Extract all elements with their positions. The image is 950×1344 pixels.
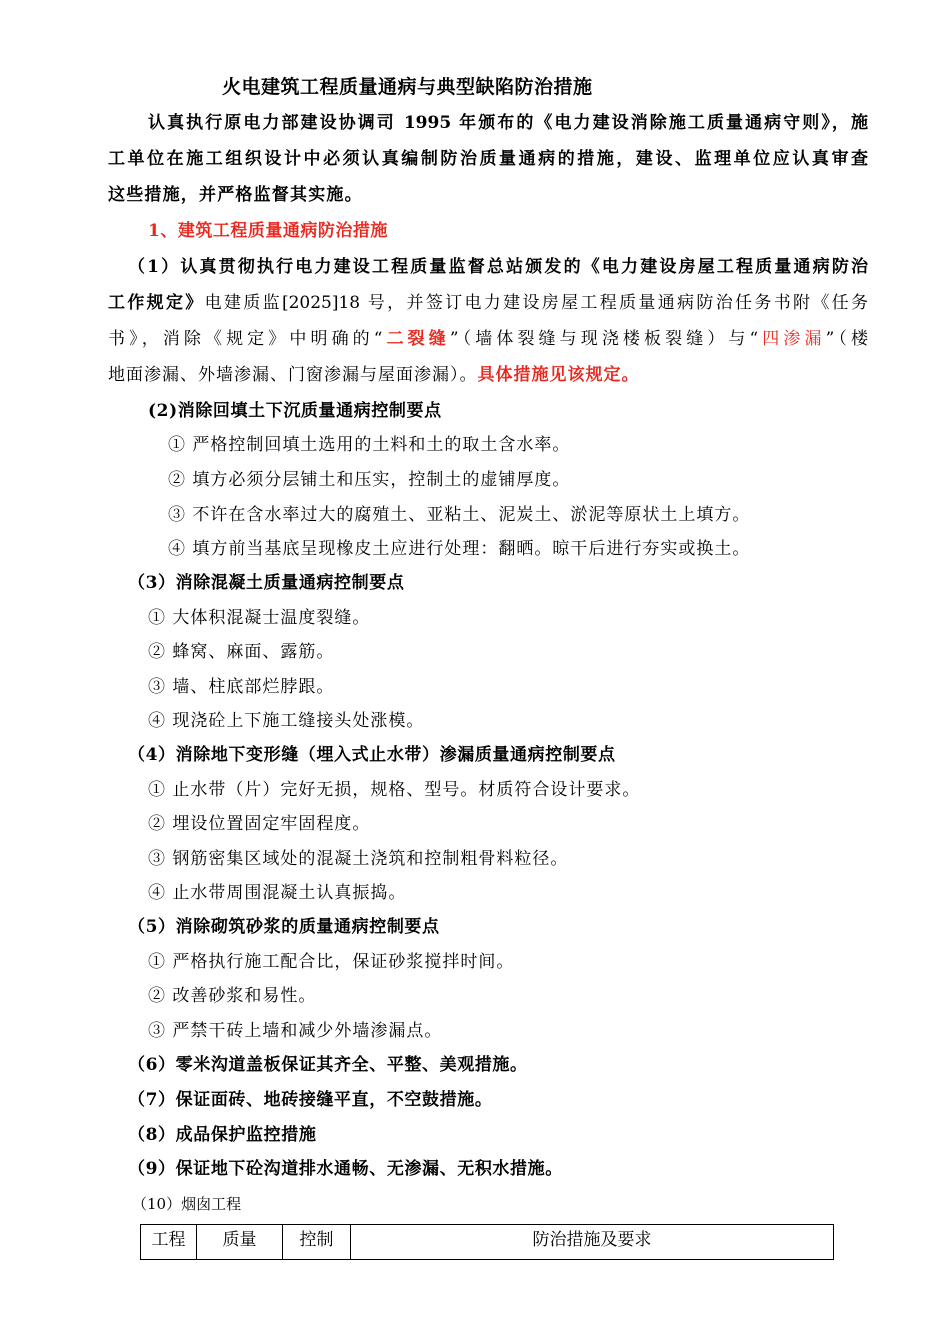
p1-line-4-a: 地面渗漏、外墙渗漏、门窗渗漏与屋面渗漏）。 bbox=[108, 365, 478, 385]
table-header-measures: 防治措施及要求 bbox=[532, 1230, 652, 1250]
p1-two-cracks: 二裂缝 bbox=[382, 329, 450, 349]
p5-item-3: ③ 严禁干砖上墙和减少外墙渗漏点。 bbox=[148, 1021, 443, 1041]
table-header-project: 工程 bbox=[141, 1225, 197, 1259]
p2-heading: (2)消除回填土下沉质量通病控制要点 bbox=[148, 401, 442, 421]
chimney-table bbox=[140, 1224, 834, 1260]
p2-item-4: ④ 填方前当基底呈现橡皮土应进行处理：翻晒。晾干后进行夯实或换土。 bbox=[168, 539, 751, 559]
p1-line-3-b: ”（墙体裂缝与现浇楼板裂缝）与“ bbox=[449, 329, 759, 349]
p4-heading: （4）消除地下变形缝（埋入式止水带）渗漏质量通病控制要点 bbox=[128, 745, 616, 765]
p3-heading: （3）消除混凝土质量通病控制要点 bbox=[128, 573, 405, 593]
p1-see-regulation: 具体措施见该规定。 bbox=[477, 365, 640, 385]
p4-item-2: ② 埋设位置固定牢固程度。 bbox=[148, 814, 371, 834]
p7-heading: （7）保证面砖、地砖接缝平直，不空鼓措施。 bbox=[128, 1090, 493, 1110]
p9-heading: （9）保证地下砼沟道排水通畅、无渗漏、无积水措施。 bbox=[128, 1159, 563, 1179]
p4-item-4: ④ 止水带周围混凝土认真振捣。 bbox=[148, 883, 407, 903]
p2-item-2: ② 填方必须分层铺土和压实，控制土的虚铺厚度。 bbox=[168, 470, 571, 490]
p5-item-1: ① 严格执行施工配合比，保证砂浆搅拌时间。 bbox=[148, 952, 515, 972]
p2-item-1: ① 严格控制回填土选用的土料和土的取土含水率。 bbox=[168, 435, 571, 455]
table-header-control: 控制 bbox=[283, 1225, 351, 1259]
p1-line-2-text: 电建质监[2025]18 号，并签订电力建设房屋工程质量通病防治任务书附《任务 bbox=[204, 293, 868, 313]
p3-item-4: ④ 现浇砼上下施工缝接头处涨模。 bbox=[148, 711, 425, 731]
document-title: 火电建筑工程质量通病与典型缺陷防治措施 bbox=[222, 76, 593, 98]
intro-line-3: 这些措施，并严格监督其实施。 bbox=[108, 185, 363, 205]
p1-four-leaks: 四渗漏 bbox=[758, 329, 826, 349]
p3-item-1: ① 大体积混凝士温度裂缝。 bbox=[148, 608, 371, 628]
p6-heading: （6）零米沟道盖板保证其齐全、平整、美观措施。 bbox=[128, 1055, 528, 1075]
p1-line-2 bbox=[108, 292, 868, 314]
p1-line-3-c: ”（楼 bbox=[825, 329, 868, 349]
p8-heading: （8）成品保护监控措施 bbox=[128, 1125, 317, 1145]
p2-item-3: ③ 不许在含水率过大的腐殖土、亚粘土、泥炭土、淤泥等原状土上填方。 bbox=[168, 505, 751, 525]
p5-item-2: ② 改善砂浆和易性。 bbox=[148, 986, 317, 1006]
table-header-quality: 质量 bbox=[197, 1225, 283, 1259]
p10-heading: （10）烟囱工程 bbox=[132, 1195, 242, 1213]
p1-line-3-a: 书》，消除《规定》中明确的“ bbox=[108, 329, 383, 349]
section-heading: 1、建筑工程质量通病防治措施 bbox=[148, 221, 388, 241]
p4-item-1: ① 止水带（片）完好无损，规格、型号。材质符合设计要求。 bbox=[148, 780, 641, 800]
p4-item-3: ③ 钢筋密集区域处的混凝土浇筑和控制粗骨料粒径。 bbox=[148, 849, 569, 869]
p1-line-3 bbox=[108, 328, 868, 350]
intro-line-2: 工单位在施工组织设计中必须认真编制防治质量通病的措施，建设、监理单位应认真审查 bbox=[108, 149, 868, 169]
p1-regulation-name: 工作规定》 bbox=[108, 293, 205, 313]
p3-item-3: ③ 墙、柱底部烂脖跟。 bbox=[148, 677, 335, 697]
p5-heading: （5）消除砌筑砂浆的质量通病控制要点 bbox=[128, 917, 440, 937]
intro-line-1: 认真执行原电力部建设协调司 1995 年颁布的《电力建设消除施工质量通病守则》，施 bbox=[148, 113, 868, 133]
p3-item-2: ② 蜂窝、麻面、露筋。 bbox=[148, 642, 335, 662]
p1-line-4 bbox=[108, 364, 640, 386]
p1-line-1: （1）认真贯彻执行电力建设工程质量监督总站颁发的《电力建设房屋工程质量通病防治 bbox=[128, 257, 868, 277]
